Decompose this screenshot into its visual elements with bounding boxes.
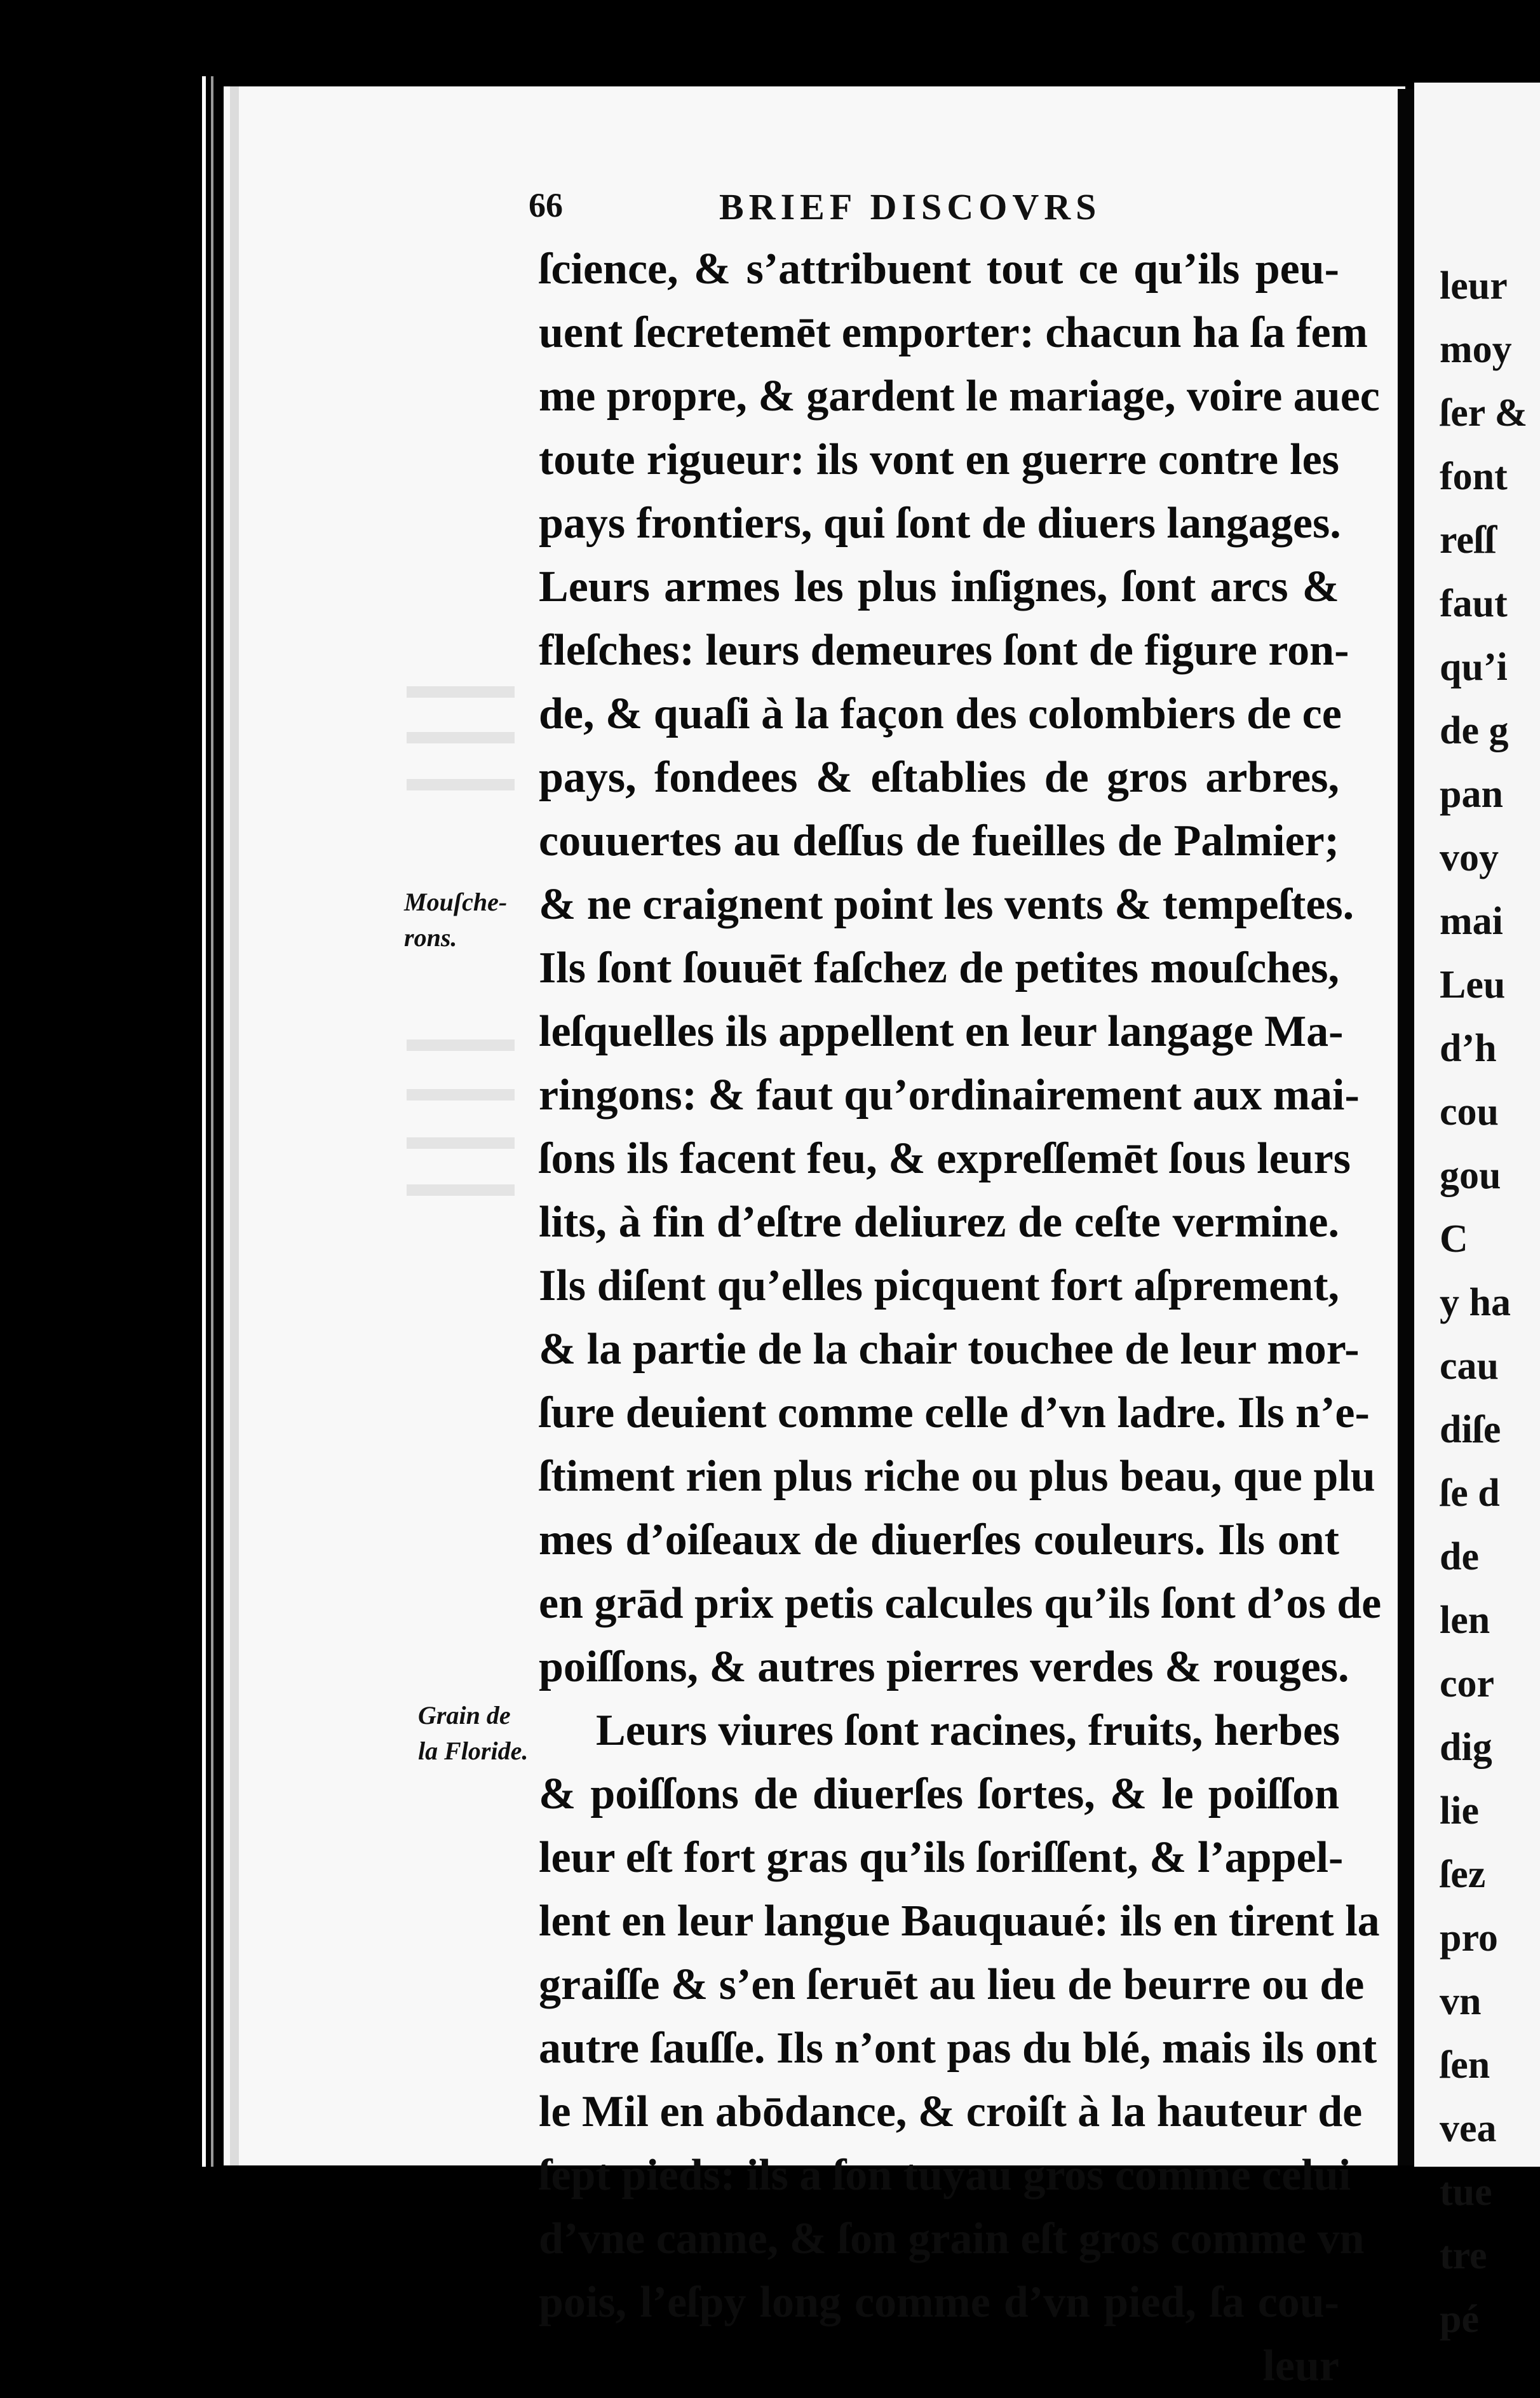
text-fragment: vea [1440,2107,1497,2150]
text-fragment: C [1440,1217,1468,1261]
text-fragment: lie [1440,1789,1479,1832]
text-line: Ils diſent qu’elles picquent fort aſprement, [539,1261,1339,1310]
text-line: mes d’oiſeaux de diuerſes couleurs. Ils ont [539,1515,1339,1564]
text-fragment: cau [1440,1345,1499,1388]
show-through-mark [407,779,515,790]
text-fragment: ſen [1440,2043,1490,2087]
show-through-mark [407,1089,515,1101]
text-line: lent en leur langue Bauquaué: ils en tirent la [539,1897,1380,1946]
text-line: fleſches: leurs demeures ſont de figure ron- [539,626,1349,675]
film-edge-line [202,76,206,2167]
text-line: ſons ils facent feu, & expreſſemēt ſous leurs [539,1134,1351,1183]
text-line: leur eſt fort gras qu’ils ſoriſſent, & l’appel- [539,1833,1344,1882]
catchword: leur [1262,2341,1339,2390]
text-line: graiſſe & s’en ſeruēt au lieu de beurre ou de [539,1960,1365,2009]
right-page-text [1440,254,1527,2351]
text-fragment: tue [1440,2171,1492,2214]
text-fragment: vn [1440,1980,1482,2023]
text-fragment: de [1440,1535,1479,1578]
text-fragment: y ha [1440,1281,1511,1324]
text-fragment: pan [1440,773,1503,816]
text-fragment: len [1440,1599,1490,1642]
text-fragment: tre [1440,2234,1487,2277]
text-line: couuertes au deſſus de fueilles de Palmier; [539,816,1339,865]
text-line: toute rigueur: ils vont en guerre contre les [539,435,1339,484]
text-line: d’vne canne, & ſon grain eſt gros comme vn [539,2214,1365,2263]
text-line: uent ſecretemēt emporter: chacun ha ſa fem [539,308,1368,357]
text-fragment: mai [1440,900,1503,943]
marginal-note-line: rons. [404,923,457,952]
text-fragment: diſe [1440,1408,1501,1451]
text-fragment: ſez [1440,1853,1486,1896]
text-fragment: reſſ [1440,518,1496,562]
text-fragment: font [1440,455,1508,498]
text-line: pois, l’eſpy long comme d’vn pied, ſa cou- [539,2278,1339,2327]
text-line: Leurs viures ſont racines, fruits, herbes [596,1706,1341,1755]
text-line: ſtiment rien plus riche ou plus beau, que plu [539,1452,1375,1501]
page-gutter [1398,89,1414,2165]
text-line: lits, à fin d’eſtre deliurez de ceſte vermine. [539,1198,1339,1247]
text-line: pays frontiers, qui ſont de diuers langages. [539,499,1341,548]
text-fragment: pé [1440,2298,1479,2341]
page-number: 66 [529,186,563,224]
show-through-mark [407,732,515,743]
text-fragment: cor [1440,1662,1495,1705]
marginal-note-line: Grain de [418,1701,511,1730]
text-line: poiſſons, & autres pierres verdes & rouges. [539,1643,1349,1691]
marginal-note [418,1698,528,1769]
text-line: leſquelles ils appellent en leur langage Ma- [539,1007,1344,1056]
text-line: ſcience, & s’attribuent tout ce qu’ils peu- [539,245,1339,294]
text-fragment: gou [1440,1154,1501,1197]
marginal-note [404,884,507,956]
text-fragment: faut [1440,582,1508,625]
text-line: & ne craignent point les vents & tempeſtes. [539,880,1354,929]
show-through-mark [407,1137,515,1149]
show-through-mark [407,686,515,698]
body-text [539,238,1382,2398]
text-line: & poiſſons de diuerſes ſortes, & le poiſſon [539,1770,1339,1819]
text-line: pays, fondees & eſtablies de gros arbres, [539,753,1339,802]
text-fragment: leur [1440,264,1508,308]
text-line: le Mil en abōdance, & croiſt à la hauteur de [539,2087,1363,2136]
text-fragment: d’h [1440,1027,1497,1070]
text-line: Leurs armes les plus inſignes, ſont arcs & [539,562,1339,611]
film-edge-line [211,76,213,2167]
text-line: ringons: & faut qu’ordinairement aux mai- [539,1071,1360,1120]
text-fragment: qu’i [1440,646,1508,689]
show-through-mark [407,1184,515,1196]
text-fragment: ſer & [1440,391,1528,435]
text-line: ſept pieds: ils a ſon tuyau gros comme celui [539,2151,1351,2200]
show-through-mark [407,1040,515,1051]
text-fragment: de g [1440,709,1509,752]
text-fragment: pro [1440,1916,1498,1960]
text-fragment: dig [1440,1726,1492,1769]
text-line: me propre, & gardent le mariage, voire auec [539,372,1380,421]
text-line: en grād prix petis calcules qu’ils ſont d’os de [539,1579,1382,1628]
right-page [1414,83,1540,2341]
running-head: BRIEF DISCOVRS [719,186,1102,227]
marginal-note-line: Mouſche- [404,888,508,916]
text-fragment: Leu [1440,963,1506,1006]
text-fragment: ſe d [1440,1472,1500,1515]
text-fragment: moy [1440,328,1512,371]
text-line: autre ſauſſe. Ils n’ont pas du blé, mais ils ont [539,2024,1377,2073]
text-fragment: cou [1440,1090,1499,1134]
text-line: ſure deuient comme celle d’vn ladre. Ils n’e- [539,1388,1370,1437]
text-line: Ils ſont ſouuēt faſchez de petites mouſches, [539,944,1339,992]
text-fragment: voy [1440,836,1499,879]
text-line: de, & quaſi à la façon des colombiers de ce [539,689,1342,738]
marginal-note-line: la Floride. [418,1737,529,1765]
text-line: & la partie de la chair touchee de leur mor- [539,1325,1360,1374]
